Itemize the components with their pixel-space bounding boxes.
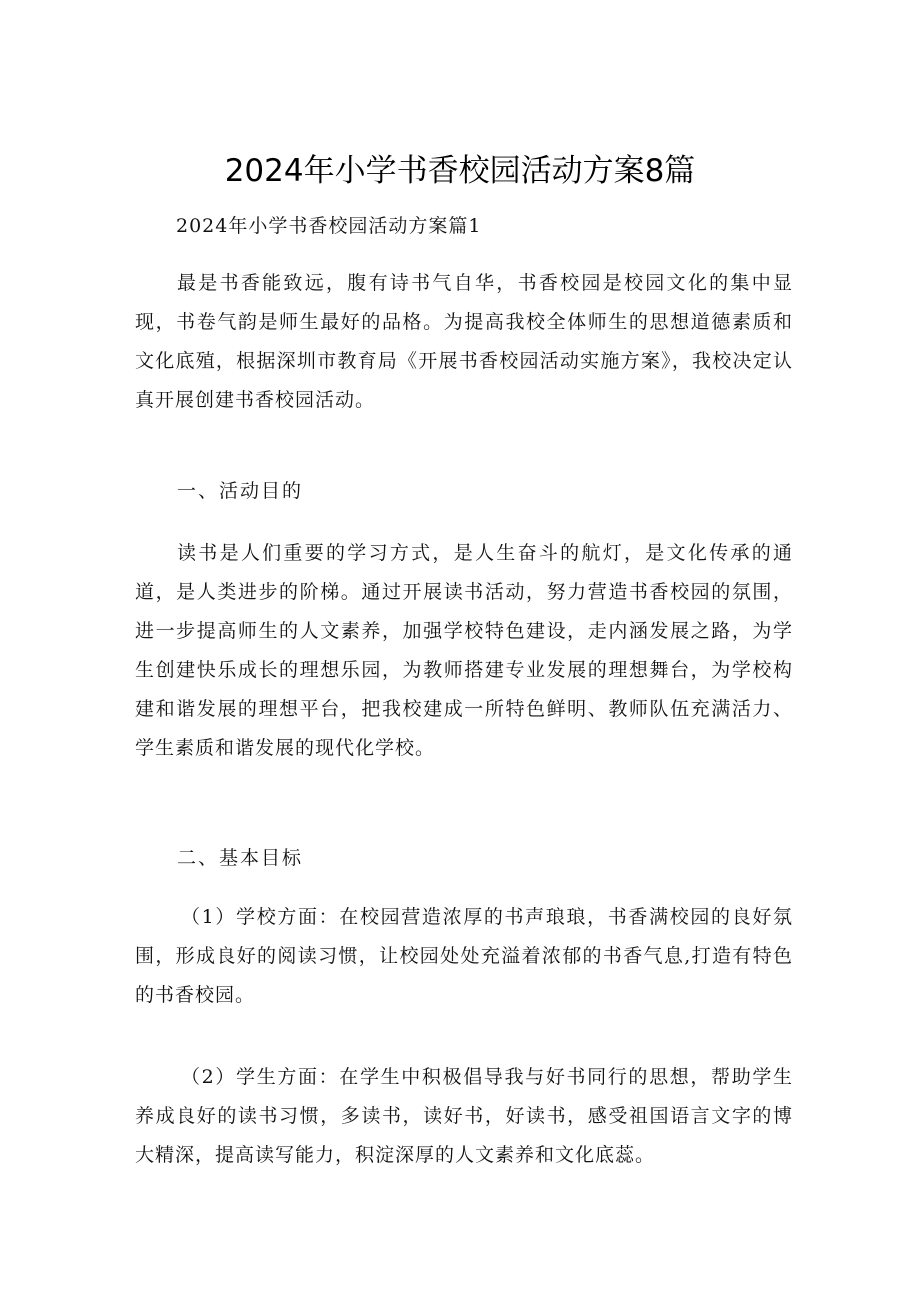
section-heading-goals: 二、基本目标	[177, 847, 304, 869]
document-title: 2024年小学书香校园活动方案8篇	[224, 153, 696, 189]
goal-item-students: （2）学生方面：在学生中积极倡导我与好书同行的思想，帮助学生养成良好的读书习惯，多读书，读好书，好读书，感受祖国语言文字的博大精深，提高读写能力，积淀深厚的人文素养和文化底蕊。	[135, 1066, 793, 1166]
intro-paragraph: 最是书香能致远，腹有诗书气自华，书香校园是校园文化的集中显现，书卷气韵是师生最好的品格。为提高我校全体师生的思想道德素质和文化底殖，根据深圳市教育局《开展书香校园活动实施方案》，我校决定认真开展创建书香校园活动。	[135, 272, 793, 411]
section-heading-purpose: 一、活动目的	[177, 480, 304, 502]
purpose-paragraph: 读书是人们重要的学习方式，是人生奋斗的航灯，是文化传承的通道，是人类进步的阶梯。通过开展读书活动，努力营造书香校园的氛围，进一步提高师生的人文素养，加强学校特色建设，走内涵发展之路，为学生创建快乐成长的理想乐园，为教师搭建专业发展的理想舞台，为学校构建和谐发展的理想平台，把我校建成一所特色鲜明、教师队伍充满活力、学生素质和谐发展的现代化学校。	[135, 542, 793, 759]
document-subtitle: 2024年小学书香校园活动方案篇1	[176, 215, 482, 237]
goal-item-school: （1）学校方面：在校园营造浓厚的书声琅琅，书香满校园的良好氛围，形成良好的阅读习惯，让校园处处充溢着浓郁的书香气息,打造有特色的书香校园。	[135, 906, 793, 1006]
